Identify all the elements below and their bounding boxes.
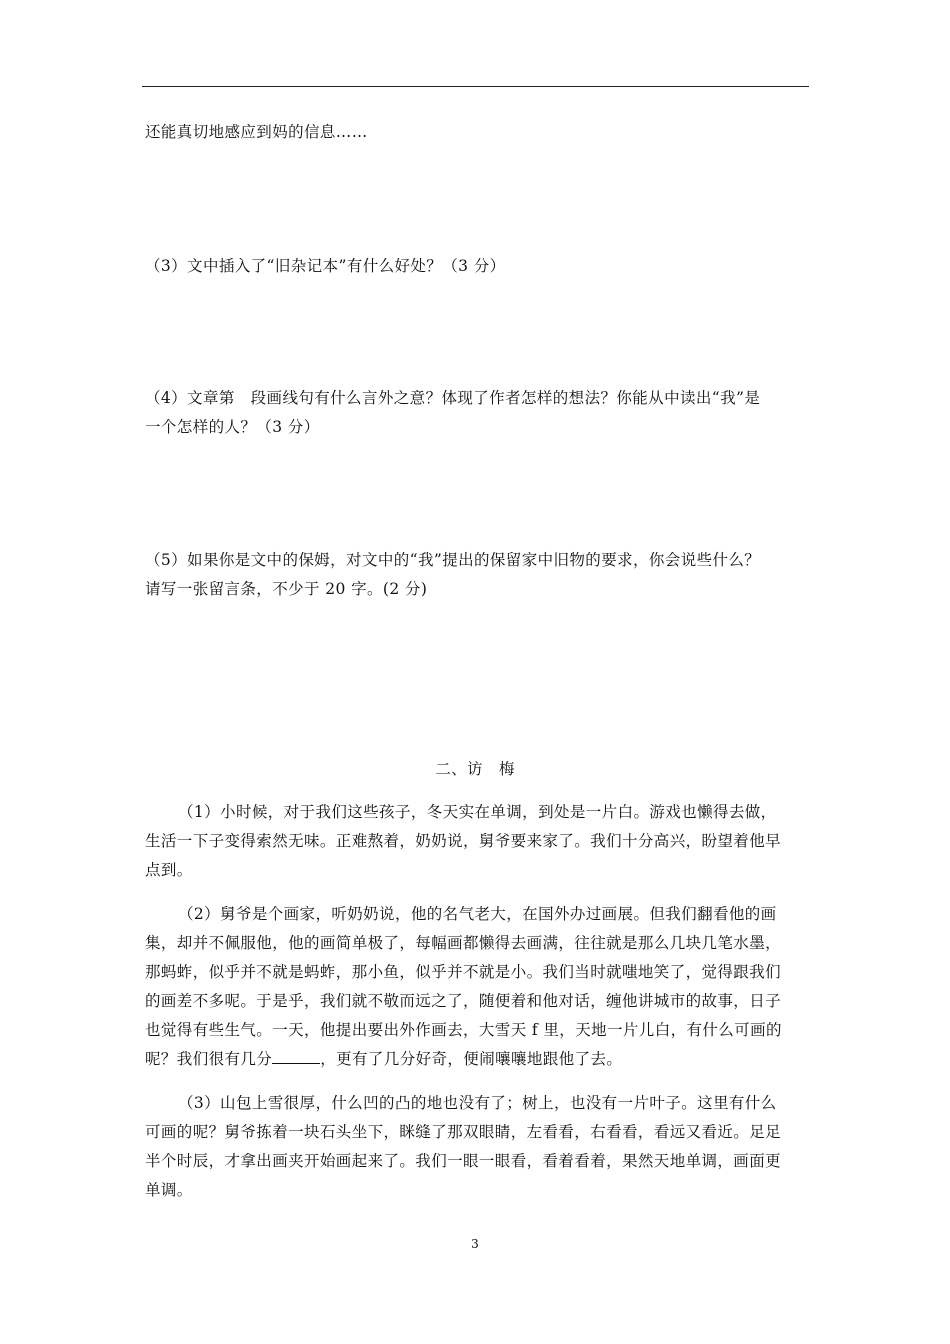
question-5-line-1: （5）如果你是文中的保姆，对文中的“我”提出的保留家中旧物的要求，你会说些什么？ — [145, 551, 761, 569]
paragraph-2-line: 的画差不多呢。于是乎，我们就不敬而远之了，随便着和他对话，缠他讲城市的故事，日子 — [145, 992, 782, 1010]
paragraph-2-text-before-blank: 呢？我们很有几分 — [145, 1050, 273, 1068]
paragraph-2-line: 那蚂蚱，似乎并不就是蚂蚱，那小鱼，似乎并不就是小。我们当时就嗤地笑了，觉得跟我们 — [145, 963, 782, 981]
page-number: 3 — [471, 1237, 479, 1251]
paragraph-1-line: 点到。 — [145, 861, 193, 879]
paragraph-3-line: 可画的呢？舅爷拣着一块石头坐下，眯缝了那双眼睛，左看看，右看看，看远又看近。足足 — [145, 1123, 782, 1141]
header-rule — [142, 86, 809, 87]
paragraph-2-line: 也觉得有些生气。一天，他提出要出外作画去，大雪天 f 里，天地一片儿白，有什么可画的 — [145, 1021, 782, 1039]
paragraph-1-line: 生活一下子变得索然无味。正难熬着，奶奶说，舅爷要来家了。我们十分高兴，盼望着他早 — [145, 832, 782, 850]
continuation-text: 还能真切地感应到妈的信息…… — [145, 123, 368, 141]
paragraph-2-line: （2）舅爷是个画家，听奶奶说，他的名气老大，在国外办过画展。但我们翻看他的画 — [178, 905, 777, 923]
question-4-line-2: 一个怎样的人？（3 分） — [145, 418, 320, 436]
fill-in-blank — [272, 1049, 320, 1064]
paragraph-3-line: 单调。 — [145, 1181, 193, 1199]
paragraph-3-line: （3）山包上雪很厚，什么凹的凸的地也没有了；树上，也没有一片叶子。这里有什么 — [178, 1094, 777, 1112]
question-5-line-2: 请写一张留言条，不少于 20 字。(2 分) — [145, 580, 428, 598]
paragraph-2-line — [145, 1049, 622, 1069]
paragraph-3-line: 半个时辰，才拿出画夹开始画起来了。我们一眼一眼看，看着看着，果然天地单调，画面更 — [145, 1152, 782, 1170]
paragraph-1-line: （1）小时候，对于我们这些孩子，冬天实在单调，到处是一片白。游戏也懒得去做， — [178, 803, 777, 821]
question-3: （3）文中插入了“旧杂记本”有什么好处？（3 分） — [145, 257, 506, 275]
question-4-line-1: （4）文章第 段画线句有什么言外之意？体现了作者怎样的想法？你能从中读出“我”是 — [145, 389, 761, 407]
paragraph-2-text-after-blank: ，更有了几分好奇，便闹嚷嚷地跟他了去。 — [320, 1050, 623, 1068]
section-title: 二、访 梅 — [435, 760, 515, 778]
paragraph-2-line: 集，却并不佩服他，他的画简单极了，每幅画都懒得去画满，往往就是那么几块几笔水墨， — [145, 934, 782, 952]
